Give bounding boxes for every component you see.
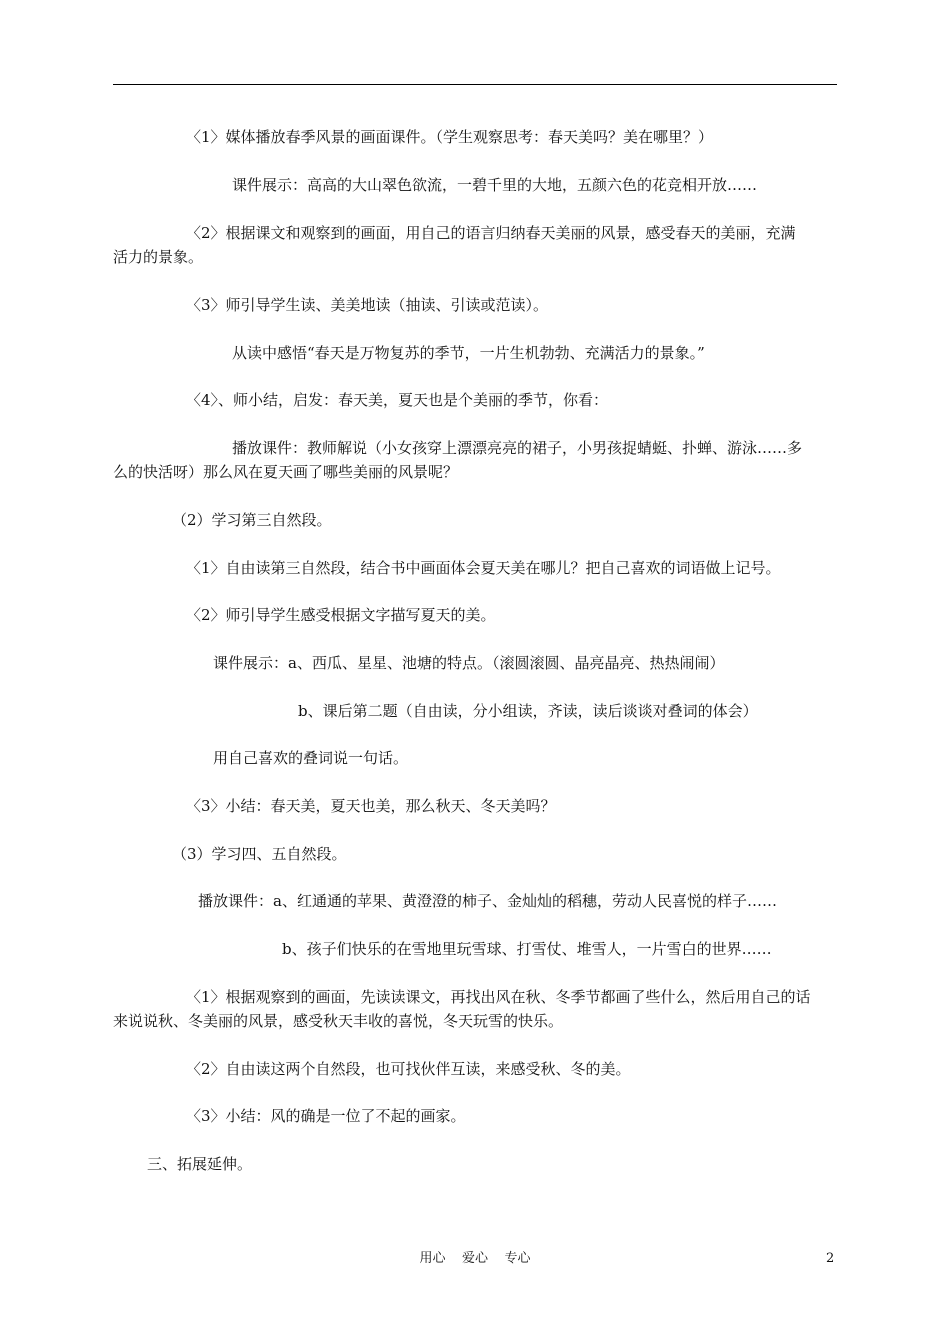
text-line: 〈2〉师引导学生感受根据文字描写夏天的美。	[186, 606, 496, 624]
text-line: 〈1〉自由读第三自然段，结合书中画面体会夏天美在哪儿？把自己喜欢的词语做上记号。	[186, 559, 781, 577]
text-line: 课件展示：高高的大山翠色欲流，一碧千里的大地，五颜六色的花竞相开放……	[232, 176, 758, 194]
text-line: 来说说秋、冬美丽的风景，感受秋天丰收的喜悦，冬天玩雪的快乐。	[113, 1012, 564, 1030]
text-line: 用自己喜欢的叠词说一句话。	[213, 749, 409, 767]
text-line: 〈1〉根据观察到的画面，先读读课文，再找出风在秋、冬季节都画了些什么，然后用自己的话	[186, 988, 811, 1006]
header-rule	[113, 84, 837, 85]
text-line: 课件展示：a、西瓜、星星、池塘的特点。（滚圆滚圆、晶亮晶亮、热热闹闹）	[213, 654, 725, 672]
text-line: 播放课件：教师解说（小女孩穿上漂漂亮亮的裙子，小男孩捉蜻蜓、扑蝉、游泳……多	[232, 439, 803, 457]
text-line: （3）学习四、五自然段。	[172, 845, 347, 863]
text-line: b、孩子们快乐的在雪地里玩雪球、打雪仗、堆雪人，一片雪白的世界……	[282, 940, 772, 958]
text-line: 三、拓展延伸。	[147, 1155, 253, 1173]
text-line: 〈2〉自由读这两个自然段，也可找伙伴互读，来感受秋、冬的美。	[186, 1060, 631, 1078]
text-line: 活力的景象。	[113, 248, 204, 266]
text-line: 〈2〉根据课文和观察到的画面，用自己的语言归纳春天美丽的风景，感受春天的美丽，充满	[186, 224, 796, 242]
text-line: 〈1〉媒体播放春季风景的画面课件。（学生观察思考：春天美吗？美在哪里？）	[186, 128, 714, 146]
text-line: 〈3〉师引导学生读、美美地读（抽读、引读或范读）。	[186, 296, 549, 314]
text-line: 播放课件：a、红通通的苹果、黄澄澄的柿子、金灿灿的稻穗，劳动人民喜悦的样子……	[198, 892, 777, 910]
text-line: 么的快活呀）那么风在夏天画了哪些美丽的风景呢？	[113, 463, 459, 481]
text-line: b、课后第二题（自由读，分小组读，齐读，读后谈谈对叠词的体会）	[298, 702, 758, 720]
page-number: 2	[826, 1251, 835, 1266]
footer-motto: 用心 爱心 专心	[419, 1251, 531, 1266]
text-line: 从读中感悟“春天是万物复苏的季节，一片生机勃勃、充满活力的景象。”	[232, 344, 705, 362]
text-line: 〈4〉、师小结，启发：春天美，夏天也是个美丽的季节，你看：	[186, 391, 609, 409]
text-line: 〈3〉小结：风的确是一位了不起的画家。	[186, 1107, 466, 1125]
text-line: 〈3〉小结：春天美，夏天也美，那么秋天、冬天美吗？	[186, 797, 556, 815]
text-line: （2）学习第三自然段。	[172, 511, 332, 529]
